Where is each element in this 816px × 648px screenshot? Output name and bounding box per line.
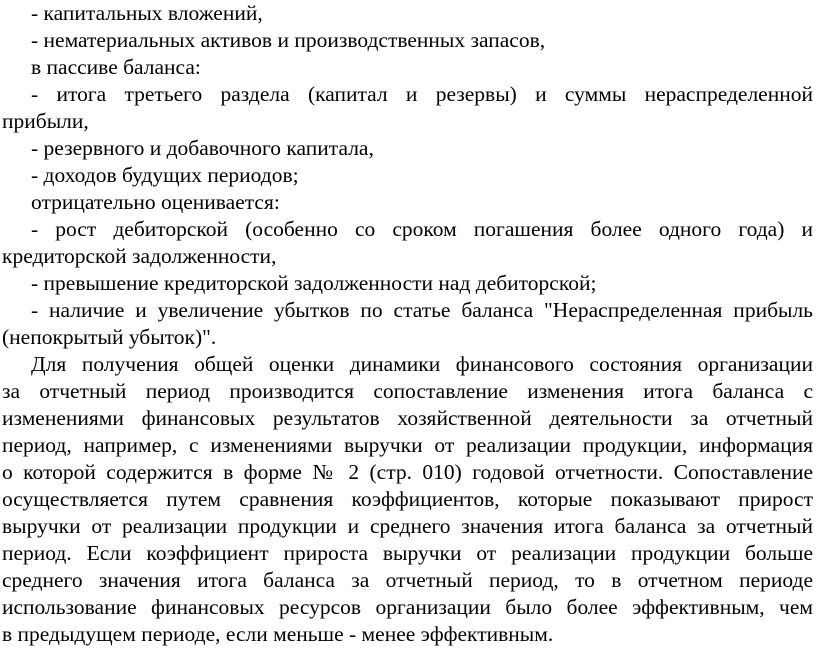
text-line: - итога третьего раздела (капитал и резервы) и суммы нераспределенной	[31, 82, 813, 106]
text-line	[2, 162, 813, 189]
text-line	[2, 324, 813, 351]
line-text: - доходов будущих периодов;	[31, 163, 299, 187]
text-line: - наличие и увеличение убытков по статье баланса "Нераспределенная прибыль	[31, 298, 813, 322]
text-line	[2, 135, 813, 162]
text-line: период. Если коэффициент прироста выручки от реализации продукции больше	[2, 541, 813, 565]
line-text: отрицательно оценивается:	[31, 190, 280, 214]
text-line: Для получения общей оценки динамики финансового состояния организации	[31, 352, 813, 376]
text-line	[2, 0, 813, 27]
text-line	[2, 270, 813, 297]
text-line	[2, 189, 813, 216]
text-line: о которой содержится в форме № 2 (стр. 010) годовой отчетности. Сопоставление	[2, 460, 813, 484]
text-line: осуществляется путем сравнения коэффициентов, которые показывают прирост	[2, 487, 813, 511]
line-text: прибыли,	[2, 109, 89, 133]
line-text: (непокрытый убыток)".	[2, 325, 217, 349]
text-line	[2, 108, 813, 135]
line-text: - нематериальных активов и производственных запасов,	[31, 28, 546, 52]
text-line: выручки от реализации продукции и среднего значения итога баланса за отчетный	[2, 514, 813, 538]
text-line: изменениями финансовых результатов хозяйственной деятельности за отчетный	[2, 406, 813, 430]
line-text: - резервного и добавочного капитала,	[31, 136, 374, 160]
text-line: период, например, с изменениями выручки от реализации продукции, информация	[2, 433, 813, 457]
line-text: - превышение кредиторской задолженности над дебиторской;	[31, 271, 597, 295]
text-line	[2, 54, 813, 81]
text-line	[2, 243, 813, 270]
document-page	[2, 0, 813, 648]
line-text: - капитальных вложений,	[31, 1, 263, 25]
text-line: использование финансовых ресурсов организации было более эффективным, чем	[2, 595, 813, 619]
line-text: в пассиве баланса:	[31, 55, 201, 79]
line-text: кредиторской задолженности,	[2, 244, 277, 268]
text-line: за отчетный период производится сопоставление изменения итога баланса с	[2, 379, 813, 403]
line-text: в предыдущем периоде, если меньше - менее эффективным.	[2, 622, 554, 646]
text-line	[2, 27, 813, 54]
text-line: среднего значения итога баланса за отчетный период, то в отчетном периоде	[2, 568, 813, 592]
text-line: - рост дебиторской (особенно со сроком погашения более одного года) и	[31, 217, 813, 241]
